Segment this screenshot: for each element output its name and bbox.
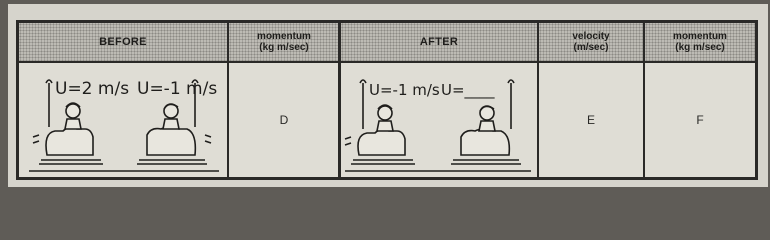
- answer-label-e: E: [586, 113, 595, 127]
- momentum-unit: (kg m/sec): [259, 42, 309, 53]
- answer-box-e[interactable]: [538, 62, 644, 178]
- after-table: [338, 20, 758, 180]
- worksheet: [8, 4, 768, 187]
- before-header-label: BEFORE: [99, 36, 147, 48]
- after-velocity-right: U=____: [441, 81, 495, 99]
- answer-label-d: D: [279, 113, 289, 127]
- before-momentum-header: [228, 22, 340, 62]
- after-header: [340, 22, 538, 62]
- before-velocity-right: U=-1 m/s: [137, 79, 218, 99]
- after-illustration-cell: [340, 62, 538, 178]
- before-header: [18, 22, 228, 62]
- after-velocity-left: U=-1 m/s: [369, 81, 440, 99]
- momentum-label: momentum: [673, 31, 727, 42]
- before-illustration-cell: [18, 62, 228, 178]
- momentum-unit: (kg m/sec): [675, 42, 725, 53]
- answer-label-f: F: [696, 113, 704, 127]
- answer-box-f[interactable]: [644, 62, 756, 178]
- after-momentum-header: [644, 22, 756, 62]
- before-table: [16, 20, 342, 180]
- after-velocity-header: [538, 22, 644, 62]
- momentum-label: momentum: [257, 31, 311, 42]
- velocity-label: velocity: [572, 31, 610, 42]
- before-velocity-left: U=2 m/s: [55, 79, 130, 99]
- after-header-label: AFTER: [419, 36, 459, 48]
- answer-box-d[interactable]: [228, 62, 340, 178]
- velocity-unit: (m/sec): [573, 42, 609, 53]
